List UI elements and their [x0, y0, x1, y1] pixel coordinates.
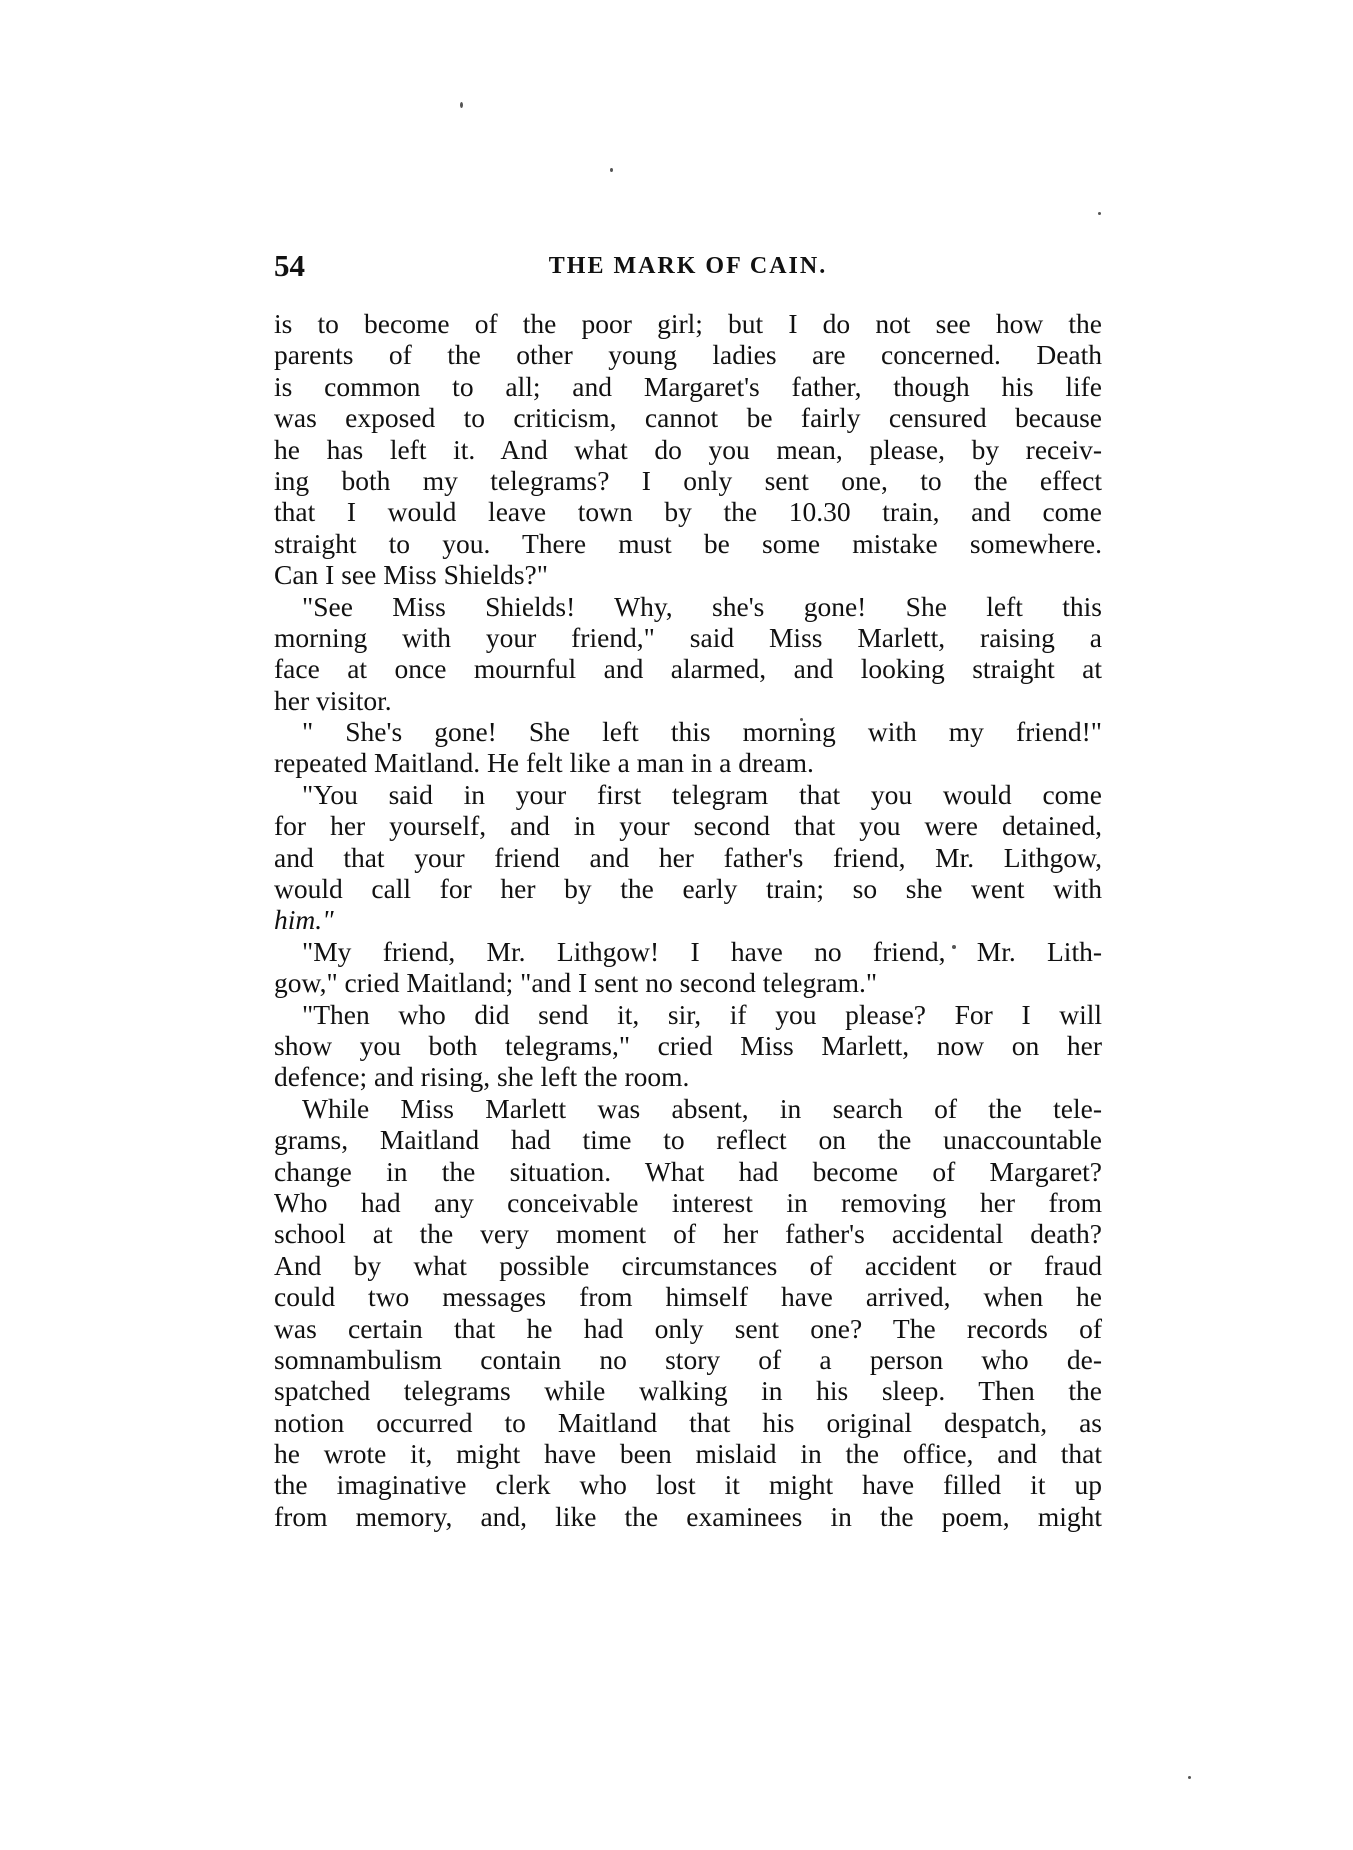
- text-line: the imaginative clerk who lost it might have filled it up: [274, 1469, 1102, 1501]
- text-line: is to become of the poor girl; but I do not see how the: [274, 308, 1102, 339]
- text-line: grams, Maitland had time to reflect on the unaccountable: [274, 1124, 1102, 1156]
- text-line: was certain that he had only sent one? The records of: [274, 1312, 1102, 1344]
- text-line: school at the very moment of her father's accidental death?: [274, 1218, 1102, 1250]
- running-head: THE MARK OF CAIN.: [548, 253, 828, 279]
- text-line: was exposed to criticism, cannot be fairly censured because: [274, 402, 1102, 434]
- text-line: defence; and rising, she left the room.: [274, 1061, 690, 1093]
- stray-mark: [460, 102, 463, 108]
- page-number: 54: [274, 248, 305, 283]
- text-line: he has left it. And what do you mean, please, by receiv-: [274, 433, 1102, 465]
- body-text: [274, 308, 1102, 1532]
- text-line: from memory, and, like the examinees in the poem, might: [274, 1500, 1102, 1532]
- text-line: morning with your friend," said Miss Marlett, raising a: [274, 621, 1102, 653]
- text-line: While Miss Marlett was absent, in search of the tele-: [302, 1092, 1102, 1124]
- stray-mark: [1188, 1776, 1191, 1779]
- text-line: somnambulism contain no story of a person who de-: [274, 1343, 1102, 1375]
- text-line: Who had any conceivable interest in removing her from: [274, 1186, 1102, 1218]
- text-line: for her yourself, and in your second that you were detained,: [274, 810, 1102, 842]
- stray-mark: [1098, 212, 1101, 215]
- stray-mark: [610, 168, 613, 172]
- text-line: change in the situation. What had become of Margaret?: [274, 1155, 1102, 1187]
- text-line: "Then who did send it, sir, if you please? For I will: [302, 998, 1102, 1030]
- text-line: Can I see Miss Shields?": [274, 559, 548, 591]
- page-header: [274, 244, 1102, 288]
- text-line: show you both telegrams," cried Miss Marlett, now on her: [274, 1029, 1102, 1061]
- text-line: her visitor.: [274, 684, 392, 716]
- text-line: that I would leave town by the 10.30 train, and come: [274, 496, 1102, 528]
- text-line: spatched telegrams while walking in his sleep. Then the: [274, 1375, 1102, 1407]
- text-line: notion occurred to Maitland that his original despatch, as: [274, 1406, 1102, 1438]
- text-line: "You said in your first telegram that you would come: [302, 778, 1102, 810]
- text-line: And by what possible circumstances of accident or fraud: [274, 1249, 1102, 1281]
- text-line: " She's gone! She left this morning with my friend!": [302, 716, 1102, 748]
- text-line: and that your friend and her father's friend, Mr. Lithgow,: [274, 841, 1102, 873]
- text-line: "See Miss Shields! Why, she's gone! She left this: [302, 590, 1102, 622]
- text-line: repeated Maitland. He felt like a man in a dream.: [274, 747, 814, 779]
- text-line: he wrote it, might have been mislaid in the office, and that: [274, 1438, 1102, 1470]
- text-line: could two messages from himself have arrived, when he: [274, 1281, 1102, 1313]
- text-line: face at once mournful and alarmed, and looking straight at: [274, 653, 1102, 685]
- text-line: him.": [274, 904, 334, 936]
- text-line: ing both my telegrams? I only sent one, to the effect: [274, 464, 1102, 496]
- text-line: gow," cried Maitland; "and I sent no second telegram.": [274, 967, 878, 999]
- text-line: straight to you. There must be some mistake somewhere.: [274, 527, 1102, 559]
- text-line: parents of the other young ladies are concerned. Death: [274, 339, 1102, 371]
- text-line: is common to all; and Margaret's father, though his life: [274, 370, 1102, 402]
- text-line: would call for her by the early train; so she went with: [274, 873, 1102, 905]
- text-line: "My friend, Mr. Lithgow! I have no friend, Mr. Lith-: [302, 935, 1102, 967]
